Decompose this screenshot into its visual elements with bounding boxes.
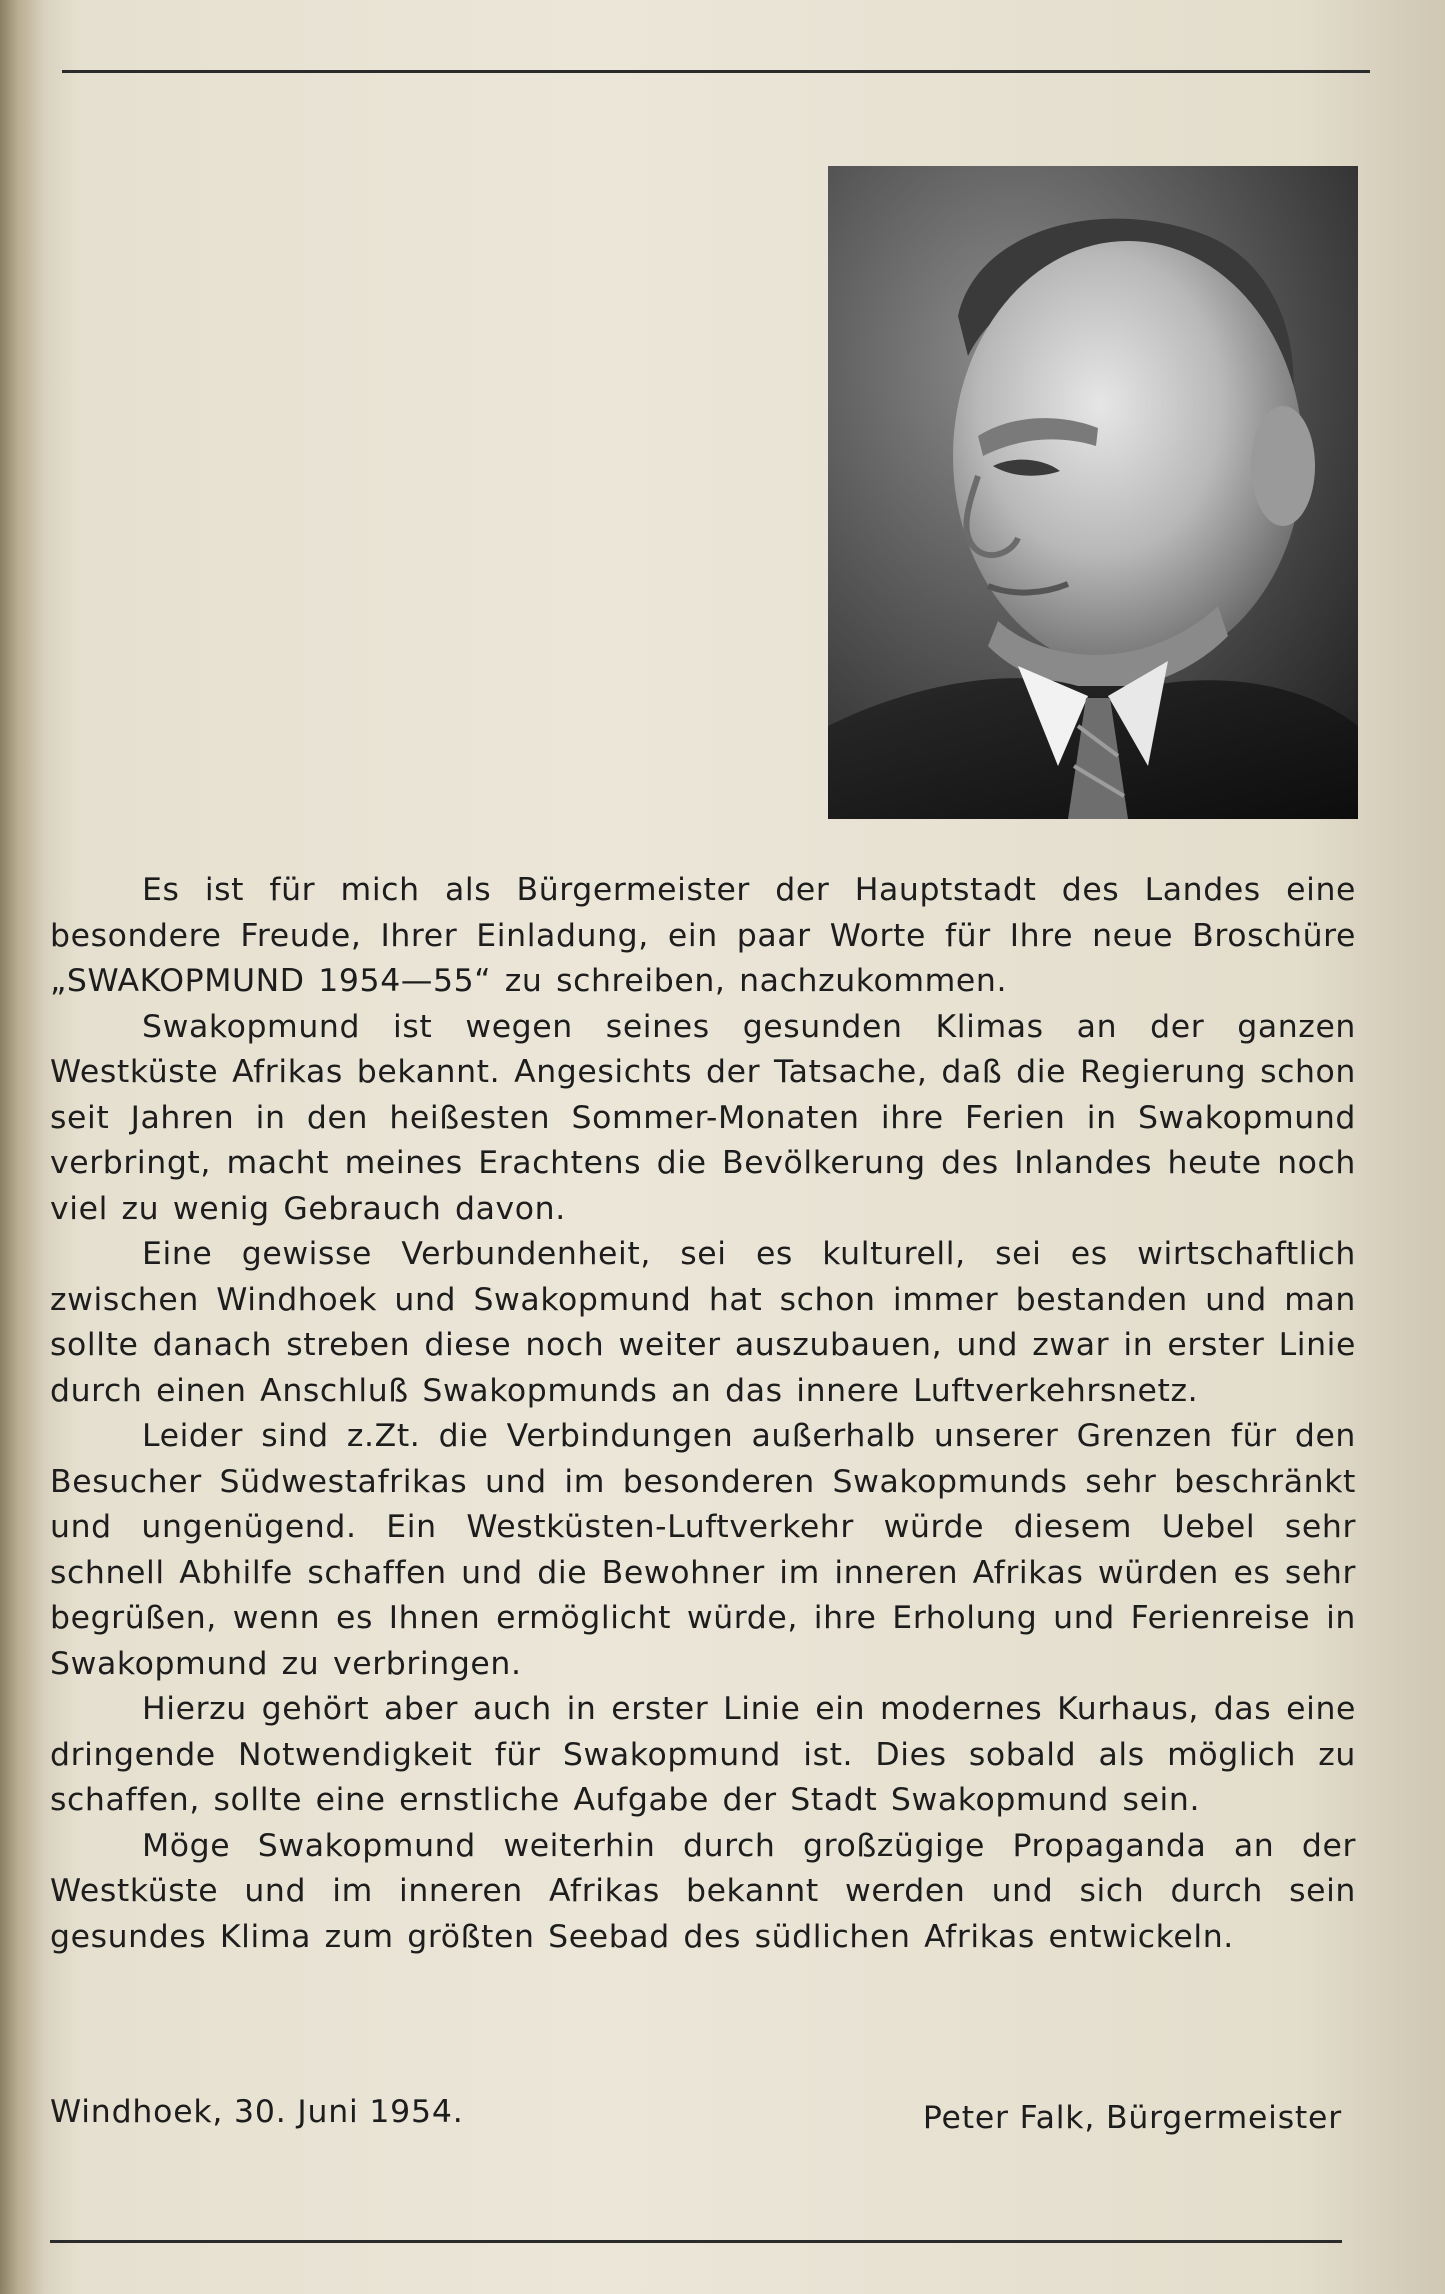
paragraph: Es ist für mich als Bürgermeister der Hauptstadt des Landes eine besondere Freude, Ihrer Einladung, ein paar Worte für Ihre neue Broschüre „SWAKOPMUND 1954—55“ zu schreiben, nachzukommen. bbox=[50, 872, 1356, 999]
paragraph: Eine gewisse Verbundenheit, sei es kulturell, sei es wirtschaftlich zwischen Windhoek und Swakopmund hat schon immer bestanden und man sollte danach streben diese noch weiter auszubauen, und zwar in erster Linie durch einen Anschluß Swakopmunds an das innere Luftverkehrsnetz. bbox=[50, 1236, 1356, 1409]
paragraph: Möge Swakopmund weiterhin durch großzügige Propaganda an der Westküste und im inneren Afrikas bekannt werden und sich durch sein gesundes Klima zum größten Seebad des südlichen Afrikas entwickeln. bbox=[50, 1827, 1356, 1955]
paragraph: Swakopmund ist wegen seines gesunden Klimas an der ganzen Westküste Afrikas bekannt. Angesichts der Tatsache, daß die Regierung schon seit Jahren in den heißesten Sommer-Monaten ihre Ferien in Swakopmund verbringt, macht meines Erachtens die Bevölkerung des Inlandes heute noch viel zu wenig Gebrauch davon. bbox=[50, 1008, 1356, 1227]
signature: Peter Falk, Bürgermeister bbox=[922, 2100, 1342, 2136]
top-rule bbox=[62, 70, 1370, 73]
paragraph: Hierzu gehört aber auch in erster Linie ein modernes Kurhaus, das eine dringende Notwendigkeit für Swakopmund ist. Dies sobald als möglich zu schaffen, sollte eine ernstliche Aufgabe der Stadt Swakopmund sein. bbox=[50, 1691, 1356, 1818]
place-date: Windhoek, 30. Juni 1954. bbox=[50, 2094, 464, 2130]
portrait-photo bbox=[828, 166, 1358, 819]
bottom-rule bbox=[50, 2240, 1342, 2243]
article-body bbox=[50, 868, 1356, 1960]
signoff bbox=[50, 2094, 1342, 2144]
paragraph: Leider sind z.Zt. die Verbindungen außerhalb unserer Grenzen für den Besucher Südwestafrikas und im besonderen Swakopmunds sehr beschränkt und ungenügend. Ein Westküsten-Luftverkehr würde diesem Uebel sehr schnell Abhilfe schaffen und die Bewohner im inneren Afrikas würden es sehr begrüßen, wenn es Ihnen ermöglicht würde, ihre Erholung und Ferienreise in Swakopmund zu verbringen. bbox=[50, 1418, 1356, 1682]
